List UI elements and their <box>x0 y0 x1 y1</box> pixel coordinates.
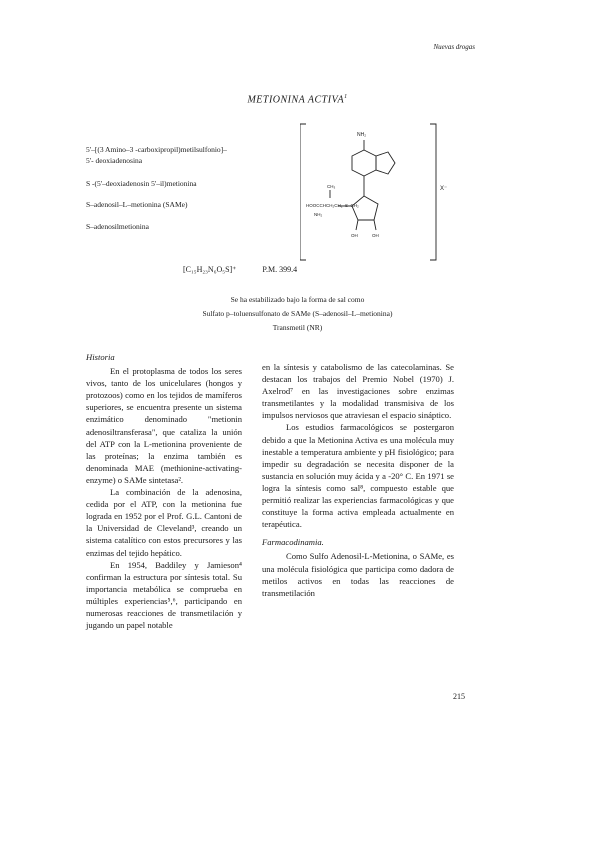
synonym-1-line-2: 5'- deoxiadenosina <box>86 156 143 165</box>
structure-counterion: X⁻ <box>440 186 448 192</box>
salt-note-1: Se ha estabilizado bajo la forma de sal como <box>230 295 365 304</box>
synonym-4: S–adenosilmetionina <box>86 222 149 231</box>
structure-chain: HOOCCHCH₂CH₂–S–CH₂ <box>306 203 359 208</box>
paragraph: Como Sulfo Adenosil-L-Metionina, o SAMe, es una molécula fisiológica que participa como dadora de metilos activos en todas las reacciones de transmetilación <box>262 551 454 598</box>
paragraph: La combinación de la adenosina, cedida por el ATP, con la metionina fue lograda en 1952 por el Prof. G.L. Cantoni de la Universidad de Cleveland³, creando un sistema catalítico con estos precursores y las enzimas del tejido hepático. <box>86 487 242 558</box>
page-number: 215 <box>453 692 465 701</box>
synonym-1-line-1: 5'–[(3 Amino–3 -carboxipropil)metilsulfonio]– <box>86 145 227 154</box>
molecular-formula-line <box>183 265 297 274</box>
molecular-formula: [C₁₅H₂₃N₆O₅S]⁺ <box>183 265 237 274</box>
structure-oh-2: OH <box>372 233 379 238</box>
structure-nh2-bottom: NH₂ <box>314 212 323 217</box>
section-heading-historia: Historia <box>86 352 115 362</box>
molecular-weight: P.M. 399.4 <box>262 265 298 274</box>
right-column <box>262 361 454 599</box>
section-heading-farmacodinamia: Farmacodinamia. <box>262 537 324 548</box>
running-header: Nuevas drogas <box>433 43 475 51</box>
paragraph: Los estudios farmacológicos se postergaron debido a que la Metionina Activa es una molécula muy inestable a temperatura ambiente y pH fisiológico; para impedir su degradación se necesita disponer de la sustancia en solución muy ácida y a -20° C. En 1971 se logra la síntesis como sal⁸, compuesto estable que permitió realizar las experiencias farmacológicas y que constituye la forma activa empleada actualmente en terapéutica. <box>262 422 454 530</box>
paragraph: en la síntesis y catabolismo de las catecolaminas. Se destacan los trabajos del Premio Nobel (1970) J. Axelrod⁷ en las investigaciones sobre enzimas transmetilantes y la modalidad transmisiva de los impulsos nerviosos que atraviesan el espacio sináptico. <box>262 362 454 421</box>
synonym-1 <box>86 144 296 166</box>
structure-nh2-top: NH₂ <box>357 132 367 138</box>
synonym-3: S–adenosil–L–metionina (SAMe) <box>86 200 188 209</box>
left-column <box>86 351 242 631</box>
paragraph: En 1954, Baddiley y Jamieson⁴ confirman la estructura por síntesis total. Su importancia metabólica se comprueba en múltiples experiencias⁵,⁶, participando en numerosas reacciones de transmetilación y jugando un papel notable <box>86 559 242 631</box>
structure-ch3: CH₃ <box>327 184 336 189</box>
chemical-structure <box>300 118 450 268</box>
title-footnote: 1 <box>344 94 348 100</box>
title-text: METIONINA ACTIVA <box>247 94 345 106</box>
synonym-2: S -(5'–deoxiadenosin 5'–il)metionina <box>86 179 197 188</box>
salt-note-2: Sulfato p–toluensulfonato de SAMe (S–adenosil–L–metionina) <box>202 309 393 318</box>
structure-oh-1: OH <box>351 233 358 238</box>
salt-note-3: Transmetil (NR) <box>272 323 323 332</box>
paragraph: En el protoplasma de todos los seres vivos, tanto de los unicelulares (hongos y protozoos) como en los tejidos de mamíferos superiores, se encuentra presente un sistema enzimático denominado "metionin adenosiltransferasa", que cataliza la unión del ATP con la L-metionina proveniente de las proteínas; la enzima también es denominada MAE (methionine-activating-enzyme) o SAMe sintetasa². <box>86 366 242 485</box>
article-title <box>0 94 595 105</box>
